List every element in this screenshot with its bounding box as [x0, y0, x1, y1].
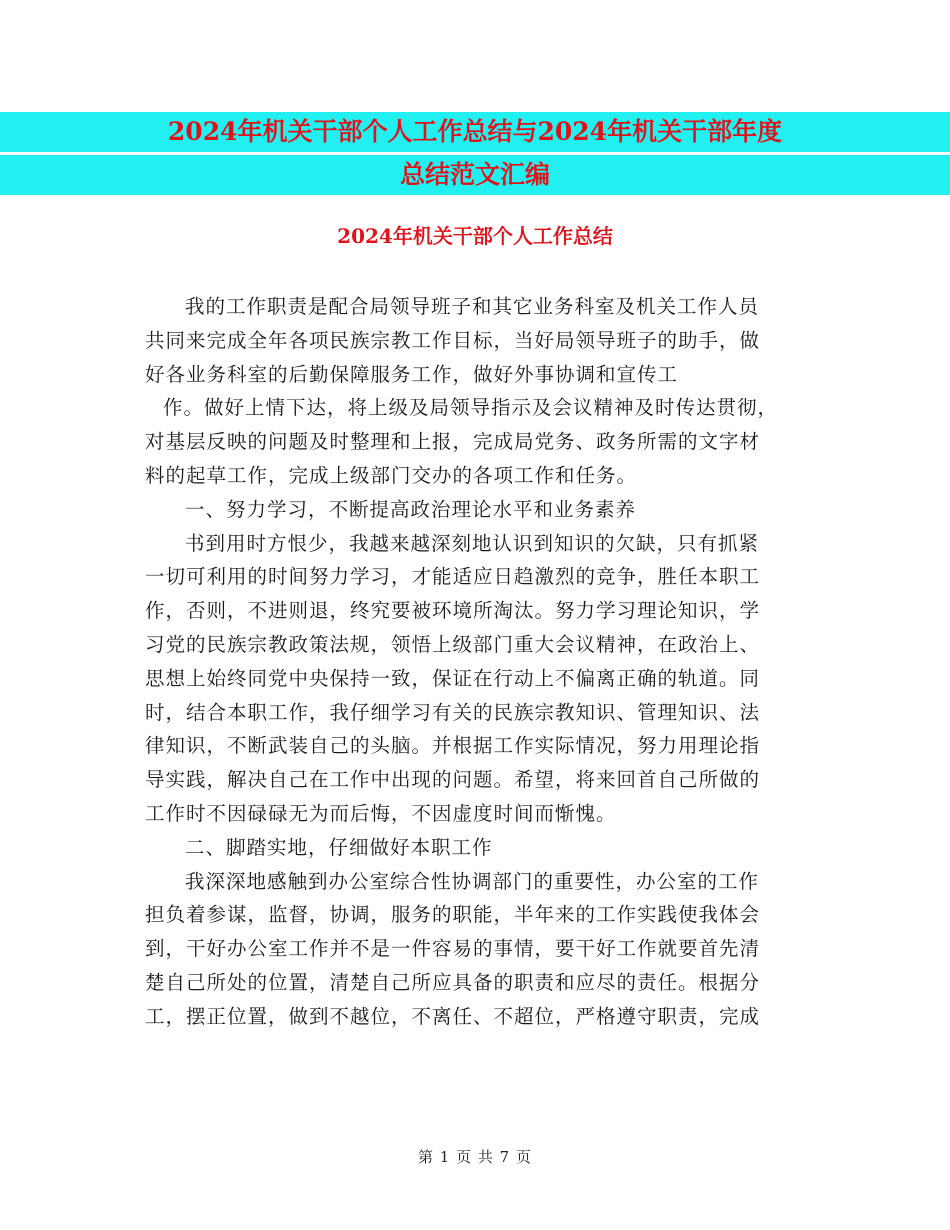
- text-line: 导实践，解决自己在工作中出现的问题。希望，将来回首自己所做的: [145, 768, 761, 792]
- text-line: 习党的民族宗教政策法规，领悟上级部门重大会议精神，在政治上、: [145, 632, 761, 656]
- text-line: 我的工作职责是配合局领导班子和其它业务科室及机关工作人员: [185, 295, 760, 318]
- text-line: 书到用时方恨少，我越来越深刻地认识到知识的欠缺，只有抓紧: [185, 531, 760, 555]
- text-line: 思想上始终同党中央保持一致，保证在行动上不偏离正确的轨道。同: [145, 666, 761, 690]
- text-line: 我深深地感触到办公室综合性协调部门的重要性，办公室的工作: [185, 869, 760, 893]
- text-line: 料的起草工作，完成上级部门交办的各项工作和任务。: [145, 463, 638, 487]
- section-heading: 二、脚踏实地，仔细做好本职工作: [185, 835, 493, 859]
- title-line-2: 总结范文汇编: [399, 160, 550, 189]
- text-line: 作，否则，不进则退，终究要被环境所淘汰。努力学习理论知识，学: [145, 599, 761, 623]
- text-line: 工作时不因碌碌无为而后悔，不因虚度时间而惭愧。: [145, 801, 617, 825]
- text-line: 楚自己所处的位置，清楚自己所应具备的职责和应尽的责任。根据分: [145, 970, 761, 994]
- text-line: 时，结合本职工作，我仔细学习有关的民族宗教知识、管理知识、法: [145, 700, 761, 724]
- text-line: 共同来完成全年各项民族宗教工作目标，当好局领导班子的助手，做: [145, 328, 761, 352]
- document-title: [0, 112, 950, 195]
- section-title: 2024年机关干部个人工作总结: [337, 224, 613, 248]
- text-line: 担负着参谋，监督，协调，服务的职能，半年来的工作实践使我体会: [145, 903, 761, 927]
- text-line: 好各业务科室的后勤保障服务工作，做好外事协调和宣传工: [145, 362, 679, 386]
- text-line: 作。做好上情下达，将上级及局领导指示及会议精神及时传达贯彻，: [163, 396, 779, 420]
- section-heading: 一、努力学习，不断提高政治理论水平和业务素养: [185, 497, 637, 521]
- text-line: 律知识，不断武装自己的头脑。并根据工作实际情况，努力用理论指: [145, 734, 761, 758]
- body-text: [145, 290, 805, 1034]
- text-line: 一切可利用的时间努力学习，才能适应日趋激烈的竞争，胜任本职工: [145, 565, 761, 589]
- page-footer: 第 1 页 共 7 页: [418, 1148, 532, 1166]
- text-line: 工，摆正位置，做到不越位，不离任、不超位，严格遵守职责，完成: [145, 1004, 761, 1028]
- title-line-1: 2024年机关干部个人工作总结与2024年机关干部年度: [167, 117, 783, 146]
- text-line: 到，干好办公室工作并不是一件容易的事情，要干好工作就要首先清: [145, 937, 761, 961]
- text-line: 对基层反映的问题及时整理和上报，完成局党务、政务所需的文字材: [145, 430, 761, 454]
